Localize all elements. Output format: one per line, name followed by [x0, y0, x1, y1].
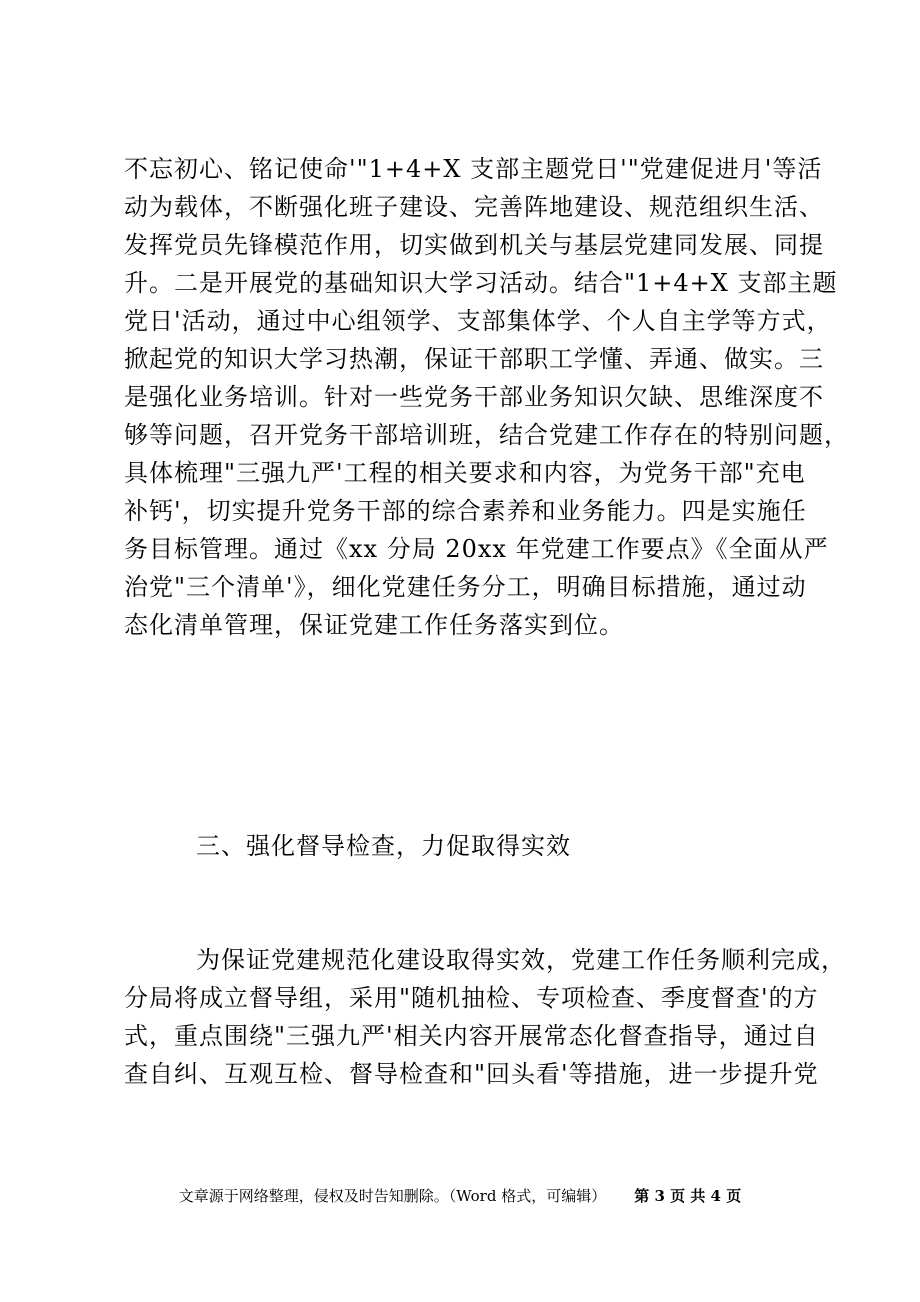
- paragraph-2-line: 分局将成立督导组，采用"随机抽检、专项检查、季度督查'的方: [124, 984, 819, 1012]
- paragraph-2-line: 式，重点围绕"三强九严'相关内容开展常态化督查指导，通过自: [124, 1022, 819, 1050]
- section-heading: 三、强化督导检查，力促取得实效: [196, 832, 571, 860]
- paragraph-2: [124, 941, 846, 1093]
- paragraph-1-line: 掀起党的知识大学习热潮，保证干部职工学懂、弄通、做实。三: [124, 345, 824, 373]
- page-number-indicator: 第 3 页 共 4 页: [634, 1187, 742, 1205]
- paragraph-1-line: 不忘初心、铭记使命'"1+4+X 支部主题党日'"党建促进月'等活: [124, 155, 823, 183]
- paragraph-1-line: 补钙'，切实提升党务干部的综合素养和业务能力。四是实施任: [124, 497, 807, 525]
- page-footer: [0, 1185, 920, 1207]
- paragraph-1-line: 发挥党员先锋模范作用，切实做到机关与基层党建同发展、同提: [124, 231, 824, 259]
- paragraph-2-line: 为保证党建规范化建设取得实效，党建工作任务顺利完成，: [196, 946, 846, 974]
- paragraph-1-line: 态化清单管理，保证党建工作任务落实到位。: [124, 611, 624, 639]
- paragraph-1-line: 治党"三个清单'》，细化党建任务分工，明确目标措施，通过动: [124, 573, 807, 601]
- paragraph-1-line: 是强化业务培训。针对一些党务干部业务知识欠缺、思维深度不: [124, 383, 824, 411]
- paragraph-1-line: 够等问题，召开党务干部培训班，结合党建工作存在的特别问题，: [124, 421, 849, 449]
- paragraph-2-line: 查自纠、互观互检、督导检查和"回头看'等措施，进一步提升党: [124, 1060, 819, 1088]
- paragraph-1: [124, 150, 849, 644]
- paragraph-1-line: 务目标管理。通过《xx 分局 20xx 年党建工作要点》《全面从严: [124, 535, 829, 563]
- paragraph-1-line: 动为载体，不断强化班子建设、完善阵地建设、规范组织生活、: [124, 193, 824, 221]
- footer-source-note: 文章源于网络整理，侵权及时告知删除。（Word 格式，可编辑）: [178, 1187, 607, 1205]
- paragraph-1-line: 升。二是开展党的基础知识大学习活动。结合"1+4+X 支部主题: [124, 269, 838, 297]
- paragraph-1-line: 党日'活动，通过中心组领学、支部集体学、个人自主学等方式，: [124, 307, 832, 335]
- paragraph-1-line: 具体梳理"三强九严'工程的相关要求和内容，为党务干部"充电: [124, 459, 806, 487]
